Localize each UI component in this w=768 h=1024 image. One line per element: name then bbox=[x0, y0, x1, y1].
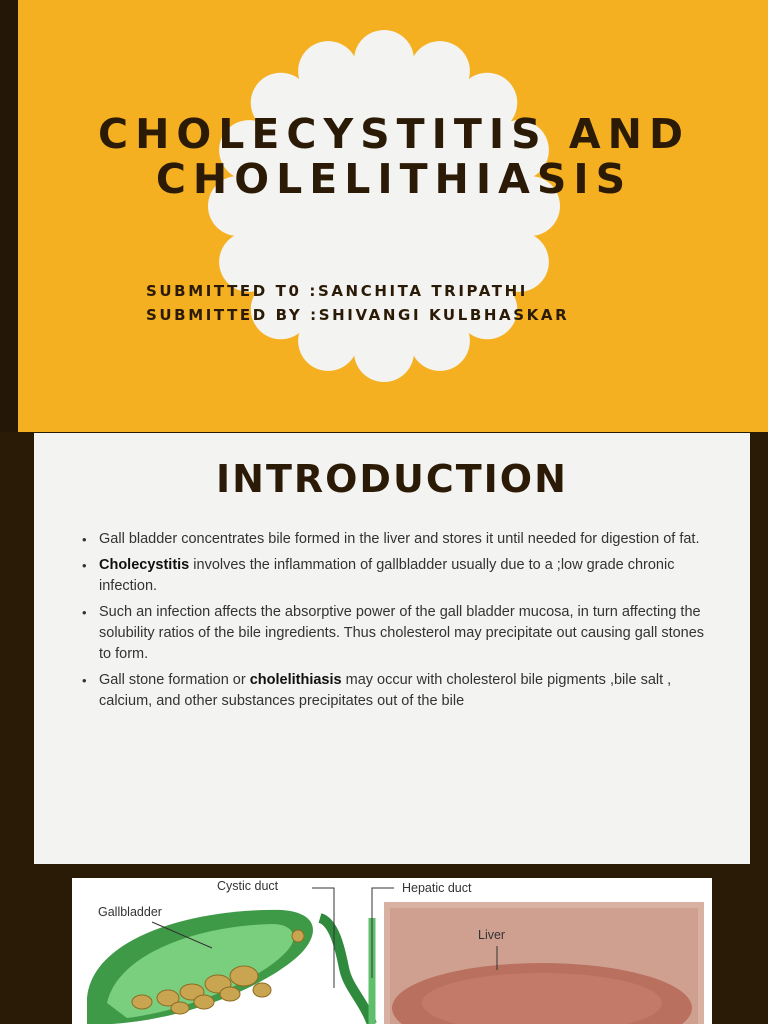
bullet-item bbox=[82, 529, 712, 550]
badge-scallop bbox=[354, 30, 414, 90]
submitted-by-text: SUBMITTED BY :SHIVANGI KULBHASKAR bbox=[146, 306, 570, 324]
slide-heading: INTRODUCTION bbox=[216, 457, 568, 501]
bullet-bold-term: Cholecystitis bbox=[99, 557, 190, 573]
bullet-bold-term: cholelithiasis bbox=[249, 672, 342, 688]
wavy-edge-decoration bbox=[0, 433, 60, 864]
bullet-text: involves the inflammation of gallbladder usually due to a ;low grade chronic infection. bbox=[99, 557, 675, 594]
label-liver: Liver bbox=[478, 928, 506, 942]
bullet-item bbox=[82, 602, 712, 665]
anatomy-illustration bbox=[72, 878, 712, 1024]
label-cystic-duct: Cystic duct bbox=[217, 879, 279, 893]
bullet-item bbox=[82, 670, 712, 712]
title-slide bbox=[0, 0, 768, 432]
bullet-item bbox=[82, 555, 712, 597]
badge-scallop bbox=[354, 322, 414, 382]
gallbladder-diagram bbox=[72, 878, 712, 1024]
label-gallbladder: Gallbladder bbox=[98, 905, 162, 919]
badge-scallop bbox=[298, 41, 358, 101]
bullet-text-after: may occur with cholesterol bile pigments ,bile salt , calcium, and other substances precipitates out of the bile bbox=[99, 672, 672, 709]
title-line-1: CHOLECYSTITIS AND bbox=[97, 110, 691, 158]
submitted-to-text: SUBMITTED T0 :SANCHITA TRIPATHI bbox=[146, 282, 528, 300]
presentation-title bbox=[20, 112, 768, 202]
bullet-text: Gall bladder concentrates bile formed in the liver and stores it until needed for digestion of fat. bbox=[99, 531, 700, 547]
bullet-text: Gall stone formation or bbox=[99, 672, 250, 688]
title-line-2: CHOLELITHIASIS bbox=[155, 155, 633, 203]
introduction-slide bbox=[0, 433, 768, 864]
label-hepatic-duct: Hepatic duct bbox=[402, 881, 472, 895]
anatomy-slide bbox=[0, 865, 768, 1024]
scalloped-badge bbox=[0, 0, 768, 432]
bullet-list bbox=[82, 529, 712, 717]
bullet-text: Such an infection affects the absorptive power of the gall bladder mucosa, in turn affecting the solubility ratios of the bile ingredients. Thus cholesterol may precipitate out causing gall stones to form. bbox=[99, 604, 705, 662]
